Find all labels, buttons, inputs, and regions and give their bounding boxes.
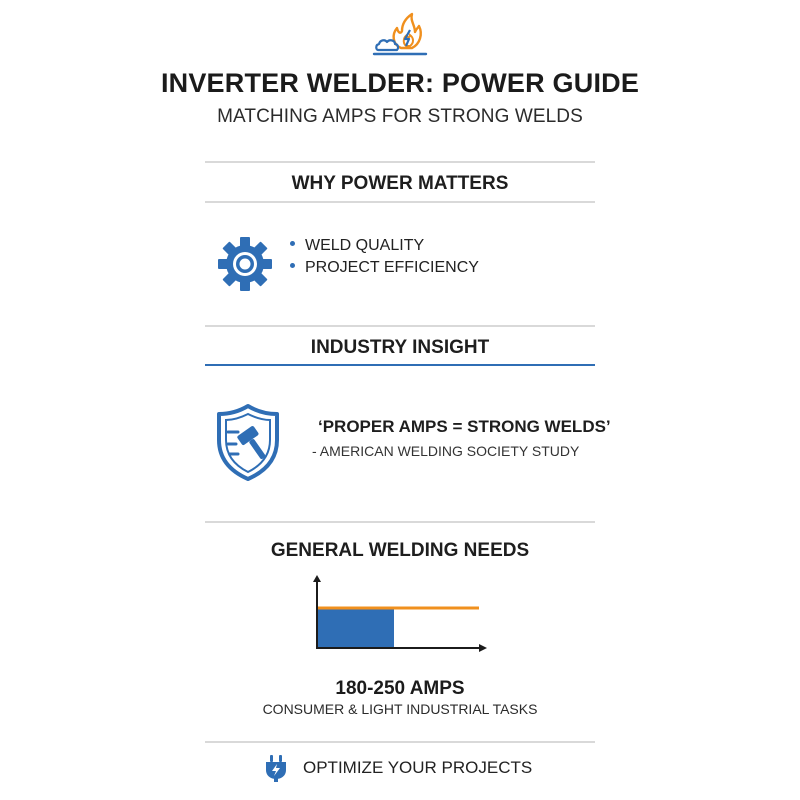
list-item: WELD QUALITY [290, 235, 479, 257]
amps-value: 180-250 AMPS [335, 678, 465, 699]
shield-gavel-icon [214, 402, 282, 482]
divider [205, 521, 595, 523]
footer-cta: OPTIMIZE YOUR PROJECTS [303, 758, 533, 777]
divider [205, 161, 595, 163]
why-power-list [290, 235, 479, 279]
divider [205, 201, 595, 203]
y-axis-arrow [313, 575, 321, 582]
amps-caption: CONSUMER & LIGHT INDUSTRIAL TASKS [262, 701, 538, 717]
industry-insight-heading: INDUSTRY INSIGHT [310, 337, 490, 358]
why-power-heading: WHY POWER MATTERS [291, 173, 509, 194]
list-item: PROJECT EFFICIENCY [290, 257, 479, 279]
gear-icon [215, 234, 275, 294]
page-subtitle: MATCHING AMPS FOR STRONG WELDS [217, 106, 583, 127]
divider-accent [205, 364, 595, 366]
welding-flame-icon [368, 8, 432, 64]
plug-icon [262, 753, 290, 783]
x-axis-arrow [479, 644, 487, 652]
welding-needs-heading: GENERAL WELDING NEEDS [270, 540, 530, 561]
insight-quote: ‘PROPER AMPS = STRONG WELDS’ [318, 417, 611, 436]
divider [205, 325, 595, 327]
amps-range-graphic [306, 573, 490, 657]
divider [205, 741, 595, 743]
page-title: INVERTER WELDER: POWER GUIDE [160, 68, 640, 98]
amps-range-bar [317, 608, 394, 647]
bullet-icon [290, 263, 295, 268]
bullet-icon [290, 241, 295, 246]
insight-source: - AMERICAN WELDING SOCIETY STUDY [312, 443, 580, 459]
